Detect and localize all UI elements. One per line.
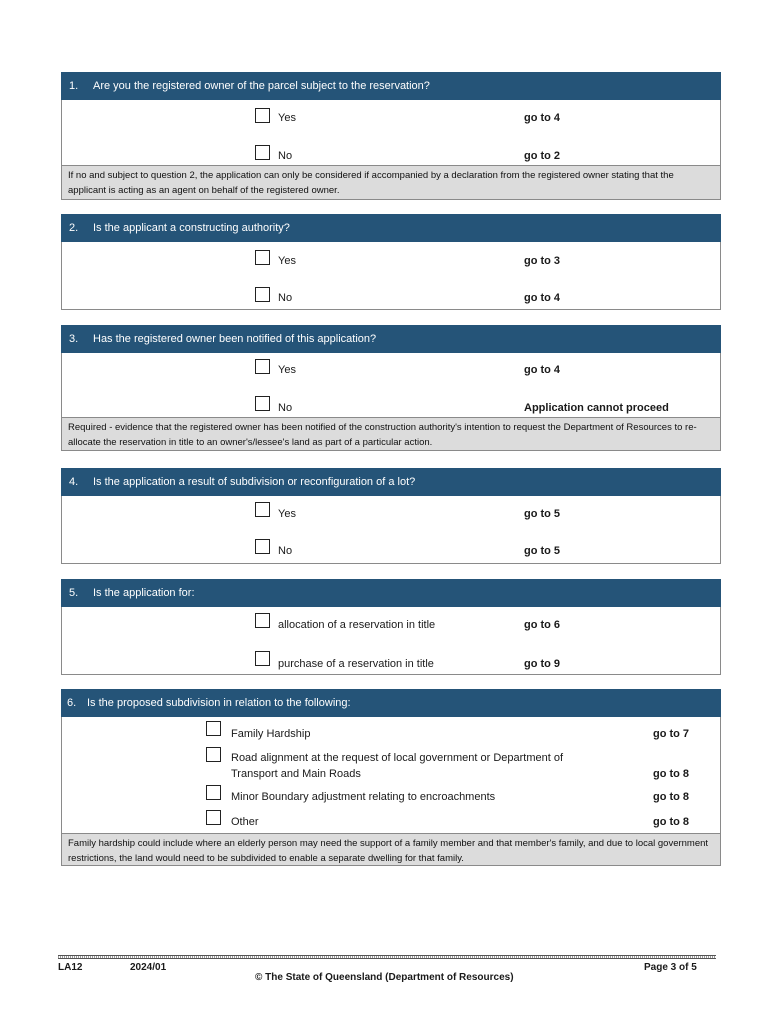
checkbox-yes[interactable] (255, 250, 270, 265)
option-label: allocation of a reservation in title (278, 619, 436, 631)
option-label: Yes (278, 112, 296, 124)
checkbox-no[interactable] (255, 396, 270, 411)
option-label: Yes (278, 508, 296, 520)
question-1 (61, 72, 721, 200)
option-label: Other (231, 816, 259, 828)
option-no (62, 396, 720, 416)
option-label: No (278, 150, 293, 162)
goto-label: go to 3 (524, 255, 561, 267)
option-label: Minor Boundary adjustment relating to encroachments (231, 791, 496, 803)
question-4 (61, 468, 721, 564)
option-yes (62, 250, 720, 270)
option-label: No (278, 292, 293, 304)
goto-label: go to 2 (524, 150, 561, 162)
question-1-note: If no and subject to question 2, the application can only be considered if accompanied by a declaration from the registered owner stating that the applicant is acting as an agent on behalf of the registered owner. (62, 165, 720, 199)
question-2 (61, 214, 721, 310)
goto-label: go to 5 (524, 545, 561, 557)
option-label-line2: Transport and Main Roads (231, 768, 361, 780)
question-6-note: Family hardship could include where an elderly person may need the support of a family member and that member's family, and due to local government restrictions, the land would need to be subdivided to enable a separate dwelling for that family. (62, 833, 720, 865)
question-text: Is the application a result of subdivision or reconfiguration of a lot? (93, 476, 416, 488)
question-text: Is the application for: (93, 587, 195, 599)
checkbox-family-hardship[interactable] (206, 721, 221, 736)
checkbox-allocation[interactable] (255, 613, 270, 628)
option-road-alignment (62, 747, 720, 783)
option-minor-boundary (62, 785, 720, 805)
option-label: Yes (278, 255, 296, 267)
checkbox-yes[interactable] (255, 108, 270, 123)
question-number: 6. (67, 697, 77, 709)
question-6 (61, 689, 721, 866)
option-family-hardship (62, 721, 720, 741)
question-5-header (61, 579, 721, 607)
question-3-header (61, 325, 721, 353)
question-number: 1. (69, 80, 79, 92)
option-label: Family Hardship (231, 728, 311, 740)
goto-label: go to 6 (524, 619, 561, 631)
checkbox-yes[interactable] (255, 502, 270, 517)
question-6-header (61, 689, 721, 717)
option-no (62, 145, 720, 165)
question-text: Has the registered owner been notified of this application? (93, 333, 377, 345)
option-label-line1: Road alignment at the request of local government or Department of (231, 752, 564, 764)
goto-label: go to 4 (524, 112, 561, 124)
option-label: Yes (278, 364, 296, 376)
question-text: Is the proposed subdivision in relation to the following: (87, 697, 351, 709)
question-text: Are you the registered owner of the parcel subject to the reservation? (93, 80, 430, 92)
checkbox-other[interactable] (206, 810, 221, 825)
question-number: 5. (69, 587, 79, 599)
option-no (62, 539, 720, 559)
question-4-header (61, 468, 721, 496)
option-yes (62, 359, 720, 379)
goto-label: go to 4 (524, 292, 561, 304)
checkbox-road-alignment[interactable] (206, 747, 221, 762)
checkbox-no[interactable] (255, 539, 270, 554)
goto-label: go to 5 (524, 508, 561, 520)
form-version: 2024/01 (130, 962, 167, 973)
option-purchase (62, 651, 720, 671)
goto-label: go to 7 (653, 728, 690, 740)
goto-label: go to 8 (653, 791, 690, 803)
question-3-note: Required - evidence that the registered owner has been notified of the construction authority's intention to request the Department of Resources to re-allocate the reservation in title to an owner's/lessee's land as part of a particular action. (62, 417, 720, 450)
question-1-header (61, 72, 721, 100)
goto-label: go to 9 (524, 658, 561, 670)
form-code: LA12 (58, 962, 83, 973)
checkbox-purchase[interactable] (255, 651, 270, 666)
question-3 (61, 325, 721, 451)
option-no (62, 287, 720, 307)
question-5 (61, 579, 721, 675)
page-number: Page 3 of 5 (644, 962, 697, 973)
option-allocation (62, 613, 720, 633)
checkbox-no[interactable] (255, 145, 270, 160)
footer-divider (58, 955, 716, 959)
goto-label: go to 8 (653, 816, 690, 828)
option-label: No (278, 402, 293, 414)
question-number: 4. (69, 476, 79, 488)
option-label: purchase of a reservation in title (278, 658, 434, 670)
option-yes (62, 502, 720, 522)
goto-label: Application cannot proceed (524, 402, 669, 414)
copyright: © The State of Queensland (Department of Resources) (255, 972, 514, 983)
goto-label: go to 8 (653, 768, 690, 780)
option-other (62, 810, 720, 830)
checkbox-no[interactable] (255, 287, 270, 302)
goto-label: go to 4 (524, 364, 561, 376)
checkbox-yes[interactable] (255, 359, 270, 374)
checkbox-minor-boundary[interactable] (206, 785, 221, 800)
question-text: Is the applicant a constructing authority? (93, 222, 290, 234)
option-label: No (278, 545, 293, 557)
question-number: 2. (69, 222, 79, 234)
question-2-header (61, 214, 721, 242)
option-yes (62, 108, 720, 128)
question-number: 3. (69, 333, 79, 345)
